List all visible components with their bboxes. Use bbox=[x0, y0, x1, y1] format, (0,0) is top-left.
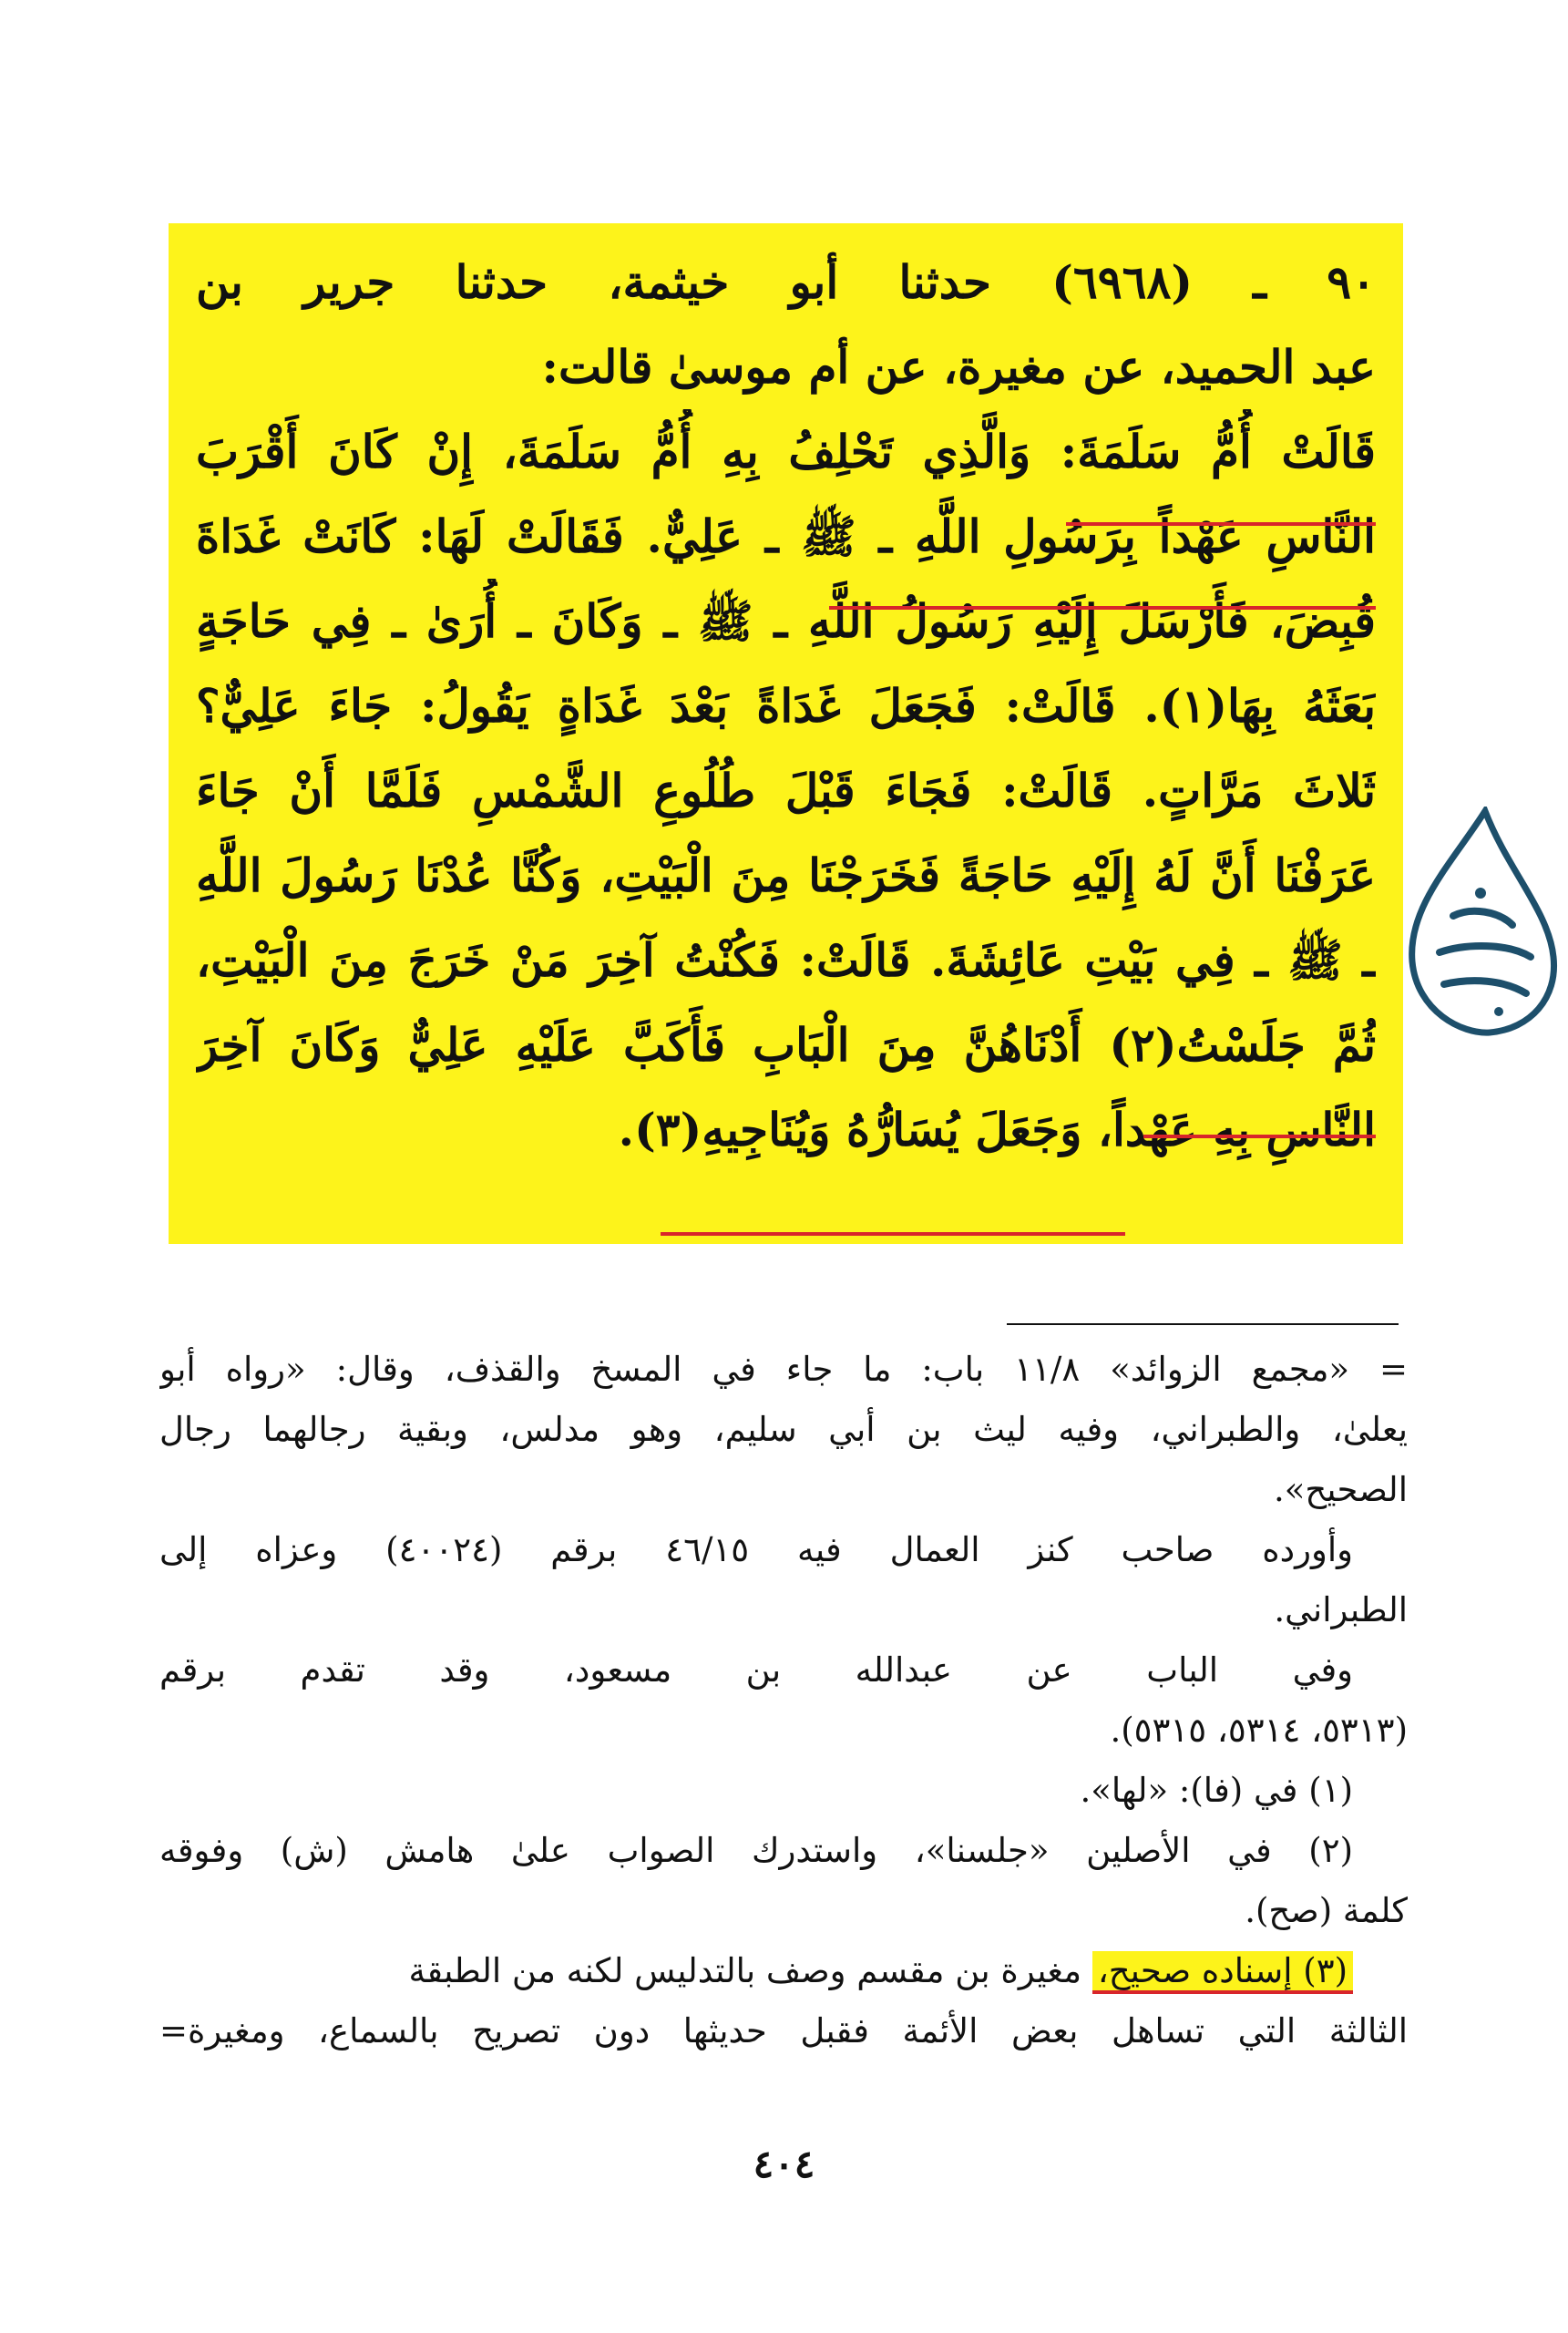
footnotes bbox=[159, 1340, 1408, 2061]
hadith-line: بَعَثَهُ بِهَا(١). قَالَتْ: فَجَعَلَ غَدَاةً بَعْدَ غَدَاةٍ يَقُولُ: جَاءَ عَلِيٌّ؟ bbox=[196, 679, 1376, 733]
footnote-text: مغيرة بن مقسم وصف بالتدليس لكنه من الطبقة bbox=[408, 1951, 1082, 1990]
footnote-line: يعلىٰ، والطبراني، وفيه ليث بن أبي سليم، وهو مدلس، وبقية رجالهما رجال bbox=[159, 1410, 1408, 1449]
page-number: ٤٠٤ bbox=[753, 2142, 815, 2186]
footnote-line: وأورده صاحب كنز العمال فيه ٤٦/١٥ برقم (٤٠٠٢٤) وعزاه إلى bbox=[159, 1530, 1354, 1569]
footnote-line: الصحيح». bbox=[1274, 1470, 1408, 1509]
footnote-line: كلمة (صح). bbox=[1245, 1891, 1408, 1930]
underline-mark bbox=[1143, 1135, 1376, 1138]
hadith-line: عَرَفْنَا أَنَّ لَهُ إِلَيْهِ حَاجَةً فَخَرَجْنَا مِنَ الْبَيْتِ، وَكُنَّا عُدْنَا رَسُولَ اللَّهِ bbox=[196, 848, 1376, 902]
hadith-line: النَّاسِ بِهِ عَهْداً، وَجَعَلَ يُسَارُّهُ وَيُنَاجِيهِ(٣). bbox=[618, 1103, 1376, 1156]
footnote-line bbox=[159, 1941, 1408, 2001]
footnote-line: (١) في (فا): «لها». bbox=[1080, 1771, 1353, 1810]
footnote-line: (٥٣١٣، ٥٣١٤، ٥٣١٥). bbox=[1110, 1711, 1408, 1750]
footnote-line: الثالثة التي تساهل بعض الأئمة فقبل حديثها دون تصريح بالسماع، ومغيرة= bbox=[159, 2011, 1408, 2050]
hadith-line: ثَلاثَ مَرَّاتٍ. قَالَتْ: فَجَاءَ قَبْلَ طُلُوعِ الشَّمْسِ فَلَمَّا أَنْ جَاءَ bbox=[196, 764, 1376, 817]
highlighted-note-label: (٣) إسناده صحيح، bbox=[1092, 1951, 1353, 1994]
watermark-logo-icon bbox=[1399, 807, 1563, 1039]
footnote-line: وفي الباب عن عبدالله بن مسعود، وقد تقدم برقم bbox=[159, 1650, 1353, 1690]
footnote-line: = «مجمع الزوائد» ١١/٨ باب: ما جاء في المسخ والقذف، وقال: «رواه أبو bbox=[159, 1350, 1408, 1389]
hadith-line: عبد الحميد، عن مغيرة، عن أم موسىٰ قالت: bbox=[541, 340, 1376, 394]
underline-mark bbox=[829, 606, 1376, 610]
hadith-line: ٩٠ ـ (٦٩٦٨) حدثنا أبو خيثمة، حدثنا جرير بن bbox=[196, 255, 1376, 309]
hadith-line: ثُمَّ جَلَسْتُ(٢) أَدْنَاهُنَّ مِنَ الْبَابِ فَأَكَبَّ عَلَيْهِ عَلِيٌّ وَكَانَ آخِرَ bbox=[196, 1018, 1376, 1072]
underline-mark bbox=[1066, 522, 1376, 526]
hadith-line: ـ ﷺ ـ فِي بَيْتِ عَائِشَةَ. قَالَتْ: فَكُنْتُ آخِرَ مَنْ خَرَجَ مِنَ الْبَيْتِ، bbox=[196, 933, 1376, 987]
footnote-line: (٢) في الأصلين «جلسنا»، واستدرك الصواب علىٰ هامش (ش) وفوقه bbox=[159, 1831, 1353, 1870]
hadith-block bbox=[169, 223, 1403, 1244]
footnote-separator bbox=[1007, 1323, 1399, 1325]
footnote-line: الطبراني. bbox=[1274, 1590, 1408, 1629]
hadith-line: قُبِضَ، فَأَرْسَلَ إِلَيْهِ رَسُولُ اللَّهِ ـ ﷺ ـ وَكَانَ ـ أُرَىٰ ـ فِي حَاجَةٍ bbox=[196, 594, 1376, 648]
hadith-line: النَّاسِ عَهْداً بِرَسُولِ اللَّهِ ـ ﷺ ـ عَلِيٌّ. فَقَالَتْ لَهَا: كَانَتْ غَدَاةَ bbox=[196, 509, 1376, 563]
underline-mark bbox=[661, 1232, 1125, 1236]
hadith-line: قَالَتْ أُمُّ سَلَمَةَ: وَالَّذِي تَحْلِفُ بِهِ أُمُّ سَلَمَةَ، إِنْ كَانَ أَقْرَبَ bbox=[196, 425, 1376, 478]
